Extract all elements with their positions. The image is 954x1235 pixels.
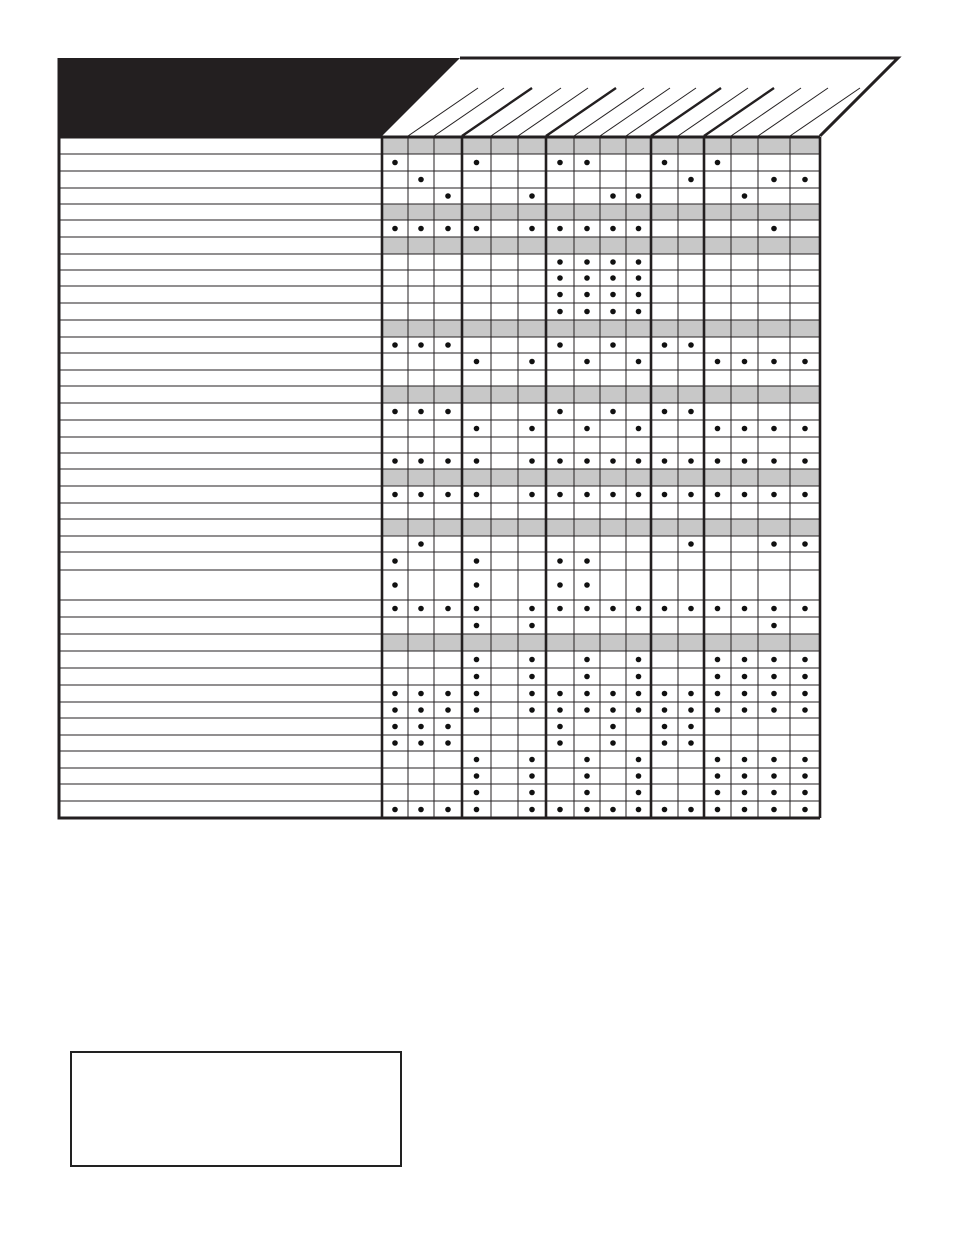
- dot-mark: [557, 582, 563, 588]
- dot-mark: [771, 541, 777, 547]
- dot-mark: [802, 807, 808, 813]
- footnote-box: [70, 1051, 402, 1167]
- dot-mark: [688, 707, 694, 713]
- dot-mark: [418, 226, 424, 232]
- dot-mark: [529, 492, 535, 498]
- dot-mark: [771, 226, 777, 232]
- dot-mark: [584, 275, 590, 281]
- dot-mark: [610, 740, 616, 746]
- header-slant-line: [546, 88, 616, 136]
- dot-mark: [610, 458, 616, 464]
- section-row-shade: [382, 634, 820, 651]
- dot-mark: [557, 707, 563, 713]
- dot-mark: [584, 606, 590, 612]
- dot-mark: [715, 359, 721, 365]
- dot-mark: [392, 606, 398, 612]
- dot-mark: [584, 807, 590, 813]
- dot-mark: [418, 807, 424, 813]
- dot-mark: [771, 773, 777, 779]
- dot-mark: [584, 773, 590, 779]
- dot-mark: [688, 342, 694, 348]
- dot-mark: [445, 724, 451, 730]
- dot-mark: [557, 160, 563, 166]
- dot-mark: [474, 582, 480, 588]
- header-slant-line: [518, 88, 588, 136]
- dot-mark: [474, 359, 480, 365]
- dot-mark: [662, 458, 668, 464]
- dot-mark: [529, 807, 535, 813]
- dot-mark: [771, 492, 777, 498]
- dot-mark: [584, 359, 590, 365]
- dot-mark: [610, 259, 616, 265]
- dot-mark: [636, 674, 642, 680]
- dot-mark: [802, 657, 808, 663]
- dot-mark: [688, 177, 694, 183]
- dot-mark: [662, 160, 668, 166]
- dot-mark: [662, 740, 668, 746]
- dot-mark: [742, 458, 748, 464]
- dot-mark: [474, 691, 480, 697]
- dot-mark: [802, 541, 808, 547]
- dot-mark: [445, 740, 451, 746]
- dot-mark: [392, 582, 398, 588]
- dot-mark: [445, 409, 451, 415]
- dot-mark: [636, 426, 642, 432]
- dot-mark: [445, 193, 451, 199]
- dot-mark: [584, 309, 590, 315]
- dot-mark: [529, 193, 535, 199]
- dot-mark: [392, 740, 398, 746]
- dot-mark: [662, 606, 668, 612]
- dot-mark: [802, 707, 808, 713]
- dot-mark: [418, 740, 424, 746]
- dot-mark: [445, 707, 451, 713]
- dot-mark: [662, 409, 668, 415]
- dot-mark: [474, 757, 480, 763]
- dot-mark: [529, 458, 535, 464]
- dot-mark: [636, 292, 642, 298]
- dot-mark: [771, 623, 777, 629]
- dot-mark: [662, 724, 668, 730]
- dot-mark: [584, 492, 590, 498]
- dot-mark: [610, 275, 616, 281]
- dot-mark: [557, 458, 563, 464]
- dot-mark: [445, 492, 451, 498]
- dot-mark: [445, 342, 451, 348]
- dot-mark: [688, 458, 694, 464]
- dot-mark: [715, 790, 721, 796]
- dot-mark: [392, 691, 398, 697]
- dot-mark: [636, 275, 642, 281]
- dot-mark: [688, 541, 694, 547]
- dot-mark: [584, 757, 590, 763]
- header-slant-line: [731, 88, 801, 136]
- dot-mark: [715, 606, 721, 612]
- dot-mark: [557, 691, 563, 697]
- dot-mark: [610, 292, 616, 298]
- dot-mark: [557, 558, 563, 564]
- dot-mark: [802, 606, 808, 612]
- header-slant-line: [790, 88, 860, 136]
- dot-mark: [771, 657, 777, 663]
- dot-mark: [715, 691, 721, 697]
- dot-mark: [557, 309, 563, 315]
- section-row-shade: [382, 386, 820, 403]
- dot-mark: [584, 558, 590, 564]
- dot-mark: [529, 790, 535, 796]
- dot-mark: [474, 160, 480, 166]
- dot-mark: [584, 707, 590, 713]
- header-slant-line: [491, 88, 561, 136]
- dot-mark: [636, 757, 642, 763]
- dot-mark: [715, 807, 721, 813]
- dot-mark: [715, 674, 721, 680]
- dot-mark: [715, 773, 721, 779]
- dot-mark: [474, 674, 480, 680]
- dot-mark: [529, 674, 535, 680]
- dot-mark: [610, 707, 616, 713]
- dot-mark: [445, 606, 451, 612]
- dot-mark: [392, 492, 398, 498]
- dot-mark: [715, 492, 721, 498]
- dot-mark: [610, 226, 616, 232]
- dot-mark: [418, 492, 424, 498]
- dot-mark: [584, 691, 590, 697]
- dot-mark: [418, 707, 424, 713]
- dot-mark: [392, 807, 398, 813]
- dot-mark: [584, 292, 590, 298]
- dot-mark: [636, 259, 642, 265]
- dot-mark: [418, 342, 424, 348]
- section-row-shade: [382, 237, 820, 254]
- section-row-shade: [382, 519, 820, 536]
- dot-mark: [557, 492, 563, 498]
- dot-mark: [529, 623, 535, 629]
- dot-mark: [445, 226, 451, 232]
- dot-mark: [636, 226, 642, 232]
- section-row-shade: [382, 469, 820, 486]
- header-black-band: [59, 58, 460, 136]
- dot-mark: [771, 177, 777, 183]
- dot-mark: [529, 773, 535, 779]
- dot-mark: [529, 691, 535, 697]
- dot-mark: [584, 674, 590, 680]
- dot-mark: [610, 193, 616, 199]
- dot-mark: [584, 259, 590, 265]
- section-row-shade: [382, 204, 820, 220]
- header-slant-line: [574, 88, 644, 136]
- dot-mark: [636, 807, 642, 813]
- dot-mark: [610, 606, 616, 612]
- dot-mark: [715, 426, 721, 432]
- dot-mark: [392, 458, 398, 464]
- section-row-shade: [382, 320, 820, 337]
- header-slant-line: [704, 88, 774, 136]
- dot-mark: [445, 807, 451, 813]
- dot-mark: [742, 426, 748, 432]
- dot-mark: [802, 757, 808, 763]
- dot-mark: [418, 409, 424, 415]
- dot-mark: [771, 790, 777, 796]
- section-rows: [382, 137, 820, 651]
- dot-mark: [771, 674, 777, 680]
- dot-mark: [802, 691, 808, 697]
- dot-mark: [742, 359, 748, 365]
- dot-mark: [418, 541, 424, 547]
- dot-mark: [418, 177, 424, 183]
- dot-mark: [392, 409, 398, 415]
- dot-mark: [584, 458, 590, 464]
- dot-mark: [715, 160, 721, 166]
- dot-mark: [742, 757, 748, 763]
- dot-mark: [474, 657, 480, 663]
- dot-mark: [636, 691, 642, 697]
- dot-mark: [584, 790, 590, 796]
- dot-mark: [742, 492, 748, 498]
- dot-mark: [715, 757, 721, 763]
- dot-mark: [529, 226, 535, 232]
- dot-mark: [557, 292, 563, 298]
- dot-mark: [688, 740, 694, 746]
- dot-mark: [742, 657, 748, 663]
- dot-mark: [688, 807, 694, 813]
- grid-lines: [59, 58, 820, 820]
- dot-mark: [474, 790, 480, 796]
- dot-mark: [802, 458, 808, 464]
- dot-mark: [802, 177, 808, 183]
- dot-mark: [557, 226, 563, 232]
- dot-mark: [392, 707, 398, 713]
- dot-mark: [742, 674, 748, 680]
- dot-mark: [802, 773, 808, 779]
- dot-mark: [771, 691, 777, 697]
- dot-mark: [802, 426, 808, 432]
- dot-mark: [610, 342, 616, 348]
- dot-mark: [742, 773, 748, 779]
- dot-mark: [445, 458, 451, 464]
- dot-mark: [557, 724, 563, 730]
- dot-mark: [529, 757, 535, 763]
- dot-mark: [715, 707, 721, 713]
- dot-mark: [662, 707, 668, 713]
- dot-mark: [662, 342, 668, 348]
- dot-mark: [771, 458, 777, 464]
- dot-mark: [474, 606, 480, 612]
- dot-mark: [610, 724, 616, 730]
- dot-mark: [636, 359, 642, 365]
- dot-mark: [474, 426, 480, 432]
- dot-mark: [529, 606, 535, 612]
- dot-mark: [636, 707, 642, 713]
- dot-mark: [742, 807, 748, 813]
- dot-mark: [688, 492, 694, 498]
- dot-mark: [529, 657, 535, 663]
- dot-mark: [610, 492, 616, 498]
- dot-mark: [802, 359, 808, 365]
- header-slant-line: [758, 88, 828, 136]
- dot-mark: [688, 409, 694, 415]
- dot-mark: [474, 458, 480, 464]
- dot-mark: [771, 757, 777, 763]
- dot-mark: [771, 426, 777, 432]
- dot-mark: [610, 807, 616, 813]
- dot-mark: [474, 807, 480, 813]
- dot-mark: [610, 409, 616, 415]
- dot-mark: [474, 558, 480, 564]
- dot-mark: [474, 492, 480, 498]
- dot-mark: [771, 707, 777, 713]
- dot-mark: [529, 426, 535, 432]
- dot-mark: [802, 674, 808, 680]
- dot-mark: [771, 807, 777, 813]
- dot-mark: [557, 740, 563, 746]
- dot-mark: [742, 707, 748, 713]
- dot-mark: [636, 492, 642, 498]
- section-row-shade: [382, 137, 820, 154]
- dot-mark: [474, 623, 480, 629]
- dot-mark: [474, 226, 480, 232]
- dot-mark: [742, 606, 748, 612]
- dot-mark: [474, 773, 480, 779]
- dot-mark: [636, 657, 642, 663]
- dot-mark: [715, 458, 721, 464]
- dot-mark: [771, 359, 777, 365]
- dot-mark: [418, 691, 424, 697]
- dot-mark: [584, 226, 590, 232]
- dot-mark: [715, 657, 721, 663]
- dot-mark: [557, 342, 563, 348]
- dot-mark: [529, 707, 535, 713]
- dot-mark: [662, 691, 668, 697]
- dot-mark: [802, 492, 808, 498]
- dot-mark: [636, 309, 642, 315]
- dot-mark: [742, 193, 748, 199]
- dot-mark: [557, 259, 563, 265]
- dot-mark: [610, 691, 616, 697]
- dot-mark: [636, 193, 642, 199]
- dot-mark: [392, 160, 398, 166]
- dot-mark: [392, 342, 398, 348]
- dot-mark: [445, 691, 451, 697]
- dot-mark: [557, 409, 563, 415]
- dot-mark: [742, 790, 748, 796]
- dot-mark: [392, 558, 398, 564]
- dot-mark: [418, 458, 424, 464]
- dot-mark: [418, 724, 424, 730]
- dot-mark: [662, 492, 668, 498]
- dot-mark: [688, 606, 694, 612]
- dot-mark: [662, 807, 668, 813]
- dot-mark: [557, 807, 563, 813]
- dot-mark: [742, 691, 748, 697]
- dot-mark: [636, 790, 642, 796]
- dot-mark: [771, 606, 777, 612]
- dot-mark: [529, 359, 535, 365]
- dot-mark: [584, 582, 590, 588]
- dot-mark: [688, 691, 694, 697]
- dot-mark: [636, 458, 642, 464]
- dot-mark: [418, 606, 424, 612]
- header-band: [59, 58, 898, 136]
- dot-mark: [584, 426, 590, 432]
- dot-mark: [557, 606, 563, 612]
- dot-mark: [584, 657, 590, 663]
- header-slant-line: [462, 88, 532, 136]
- dot-mark: [392, 724, 398, 730]
- dot-mark: [557, 275, 563, 281]
- dot-mark: [474, 707, 480, 713]
- header-outline: [460, 58, 898, 136]
- dot-mark: [636, 606, 642, 612]
- header-slant-line: [434, 88, 504, 136]
- dot-mark: [392, 226, 398, 232]
- dot-mark: [636, 773, 642, 779]
- dot-mark: [802, 790, 808, 796]
- dot-mark: [688, 724, 694, 730]
- dot-mark: [584, 160, 590, 166]
- dot-mark: [610, 309, 616, 315]
